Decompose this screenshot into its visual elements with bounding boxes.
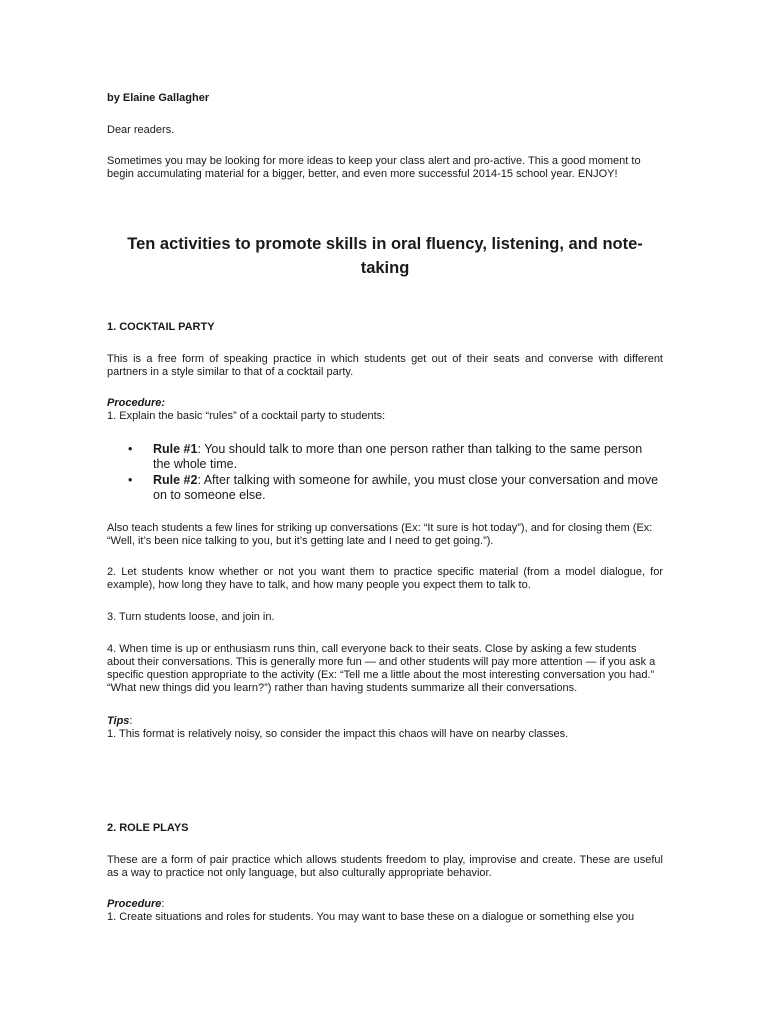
tips-label-text: Tips — [107, 715, 130, 727]
bullet-icon: • — [128, 442, 133, 456]
rule-label: Rule #1 — [153, 442, 198, 456]
section2-description: These are a form of pair practice which allows students freedom to play, improvise and create. These are useful as a way to practice not only language, but also culturally appropriate behavior. — [107, 854, 663, 879]
section1-description: This is a free form of speaking practice in which students get out of their seats and converse with different partners in a style similar to that of a cocktail party. — [107, 353, 663, 378]
rule-text: : You should talk to more than one person rather than talking to the same person the whole time. — [153, 442, 643, 471]
section1-step1: 1. Explain the basic “rules” of a cocktail party to students: — [107, 410, 386, 422]
procedure-label-colon: : — [161, 898, 165, 910]
section1-step2: 2. Let students know whether or not you want them to practice specific material (from a model dialogue, for example), how long they have to talk, and how many people you expect them to talk to. — [107, 566, 663, 591]
tips-label-colon: : — [129, 715, 133, 727]
intro-paragraph: Sometimes you may be looking for more ideas to keep your class alert and pro-active. This a good moment to begin accumulating material for a bigger, better, and even more successful 2014-15 school year. ENJOY! — [107, 155, 641, 180]
section2-heading: 2. ROLE PLAYS — [107, 822, 189, 834]
section2-step1: 1. Create situations and roles for students. You may want to base these on a dialogue or something else you — [107, 911, 635, 923]
document-title: Ten activities to promote skills in oral fluency, listening, and note-taking — [127, 235, 643, 277]
section1-heading: 1. COCKTAIL PARTY — [107, 321, 215, 333]
byline: by Elaine Gallagher — [107, 92, 210, 104]
section1-tips-label — [107, 715, 663, 728]
section1-also-teach: Also teach students a few lines for striking up conversations (Ex: “It sure is hot today”), and for closing them (Ex: “Well, it’s been nice talking to you, but it’s getting late and I need to get going.”). — [107, 522, 653, 547]
section1-step3: 3. Turn students loose, and join in. — [107, 611, 275, 623]
greeting: Dear readers. — [107, 124, 175, 136]
section1-procedure-label: Procedure: — [107, 397, 166, 409]
section1-step4: 4. When time is up or enthusiasm runs thin, call everyone back to their seats. Close by asking a few students about their conversations. This is generally more fun — and other students will pay more attention — if you ask a specific question appropriate to the activity (Ex: “Tell me a little about the most interesting conversation you had.” “What new things did you learn?”) rather than having students summarize all their conversations. — [107, 643, 656, 694]
section1-tip1: 1. This format is relatively noisy, so consider the impact this chaos will have on nearby classes. — [107, 728, 569, 740]
rule-item — [107, 442, 663, 472]
procedure-label-text: Procedure — [107, 898, 162, 910]
rule-text: : After talking with someone for awhile, you must close your conversation and move on to someone else. — [153, 473, 659, 502]
bullet-icon: • — [128, 473, 133, 487]
rule-item — [107, 473, 663, 503]
rules-list — [107, 442, 663, 504]
section2-procedure-label — [107, 898, 663, 911]
rule-label: Rule #2 — [153, 473, 198, 487]
